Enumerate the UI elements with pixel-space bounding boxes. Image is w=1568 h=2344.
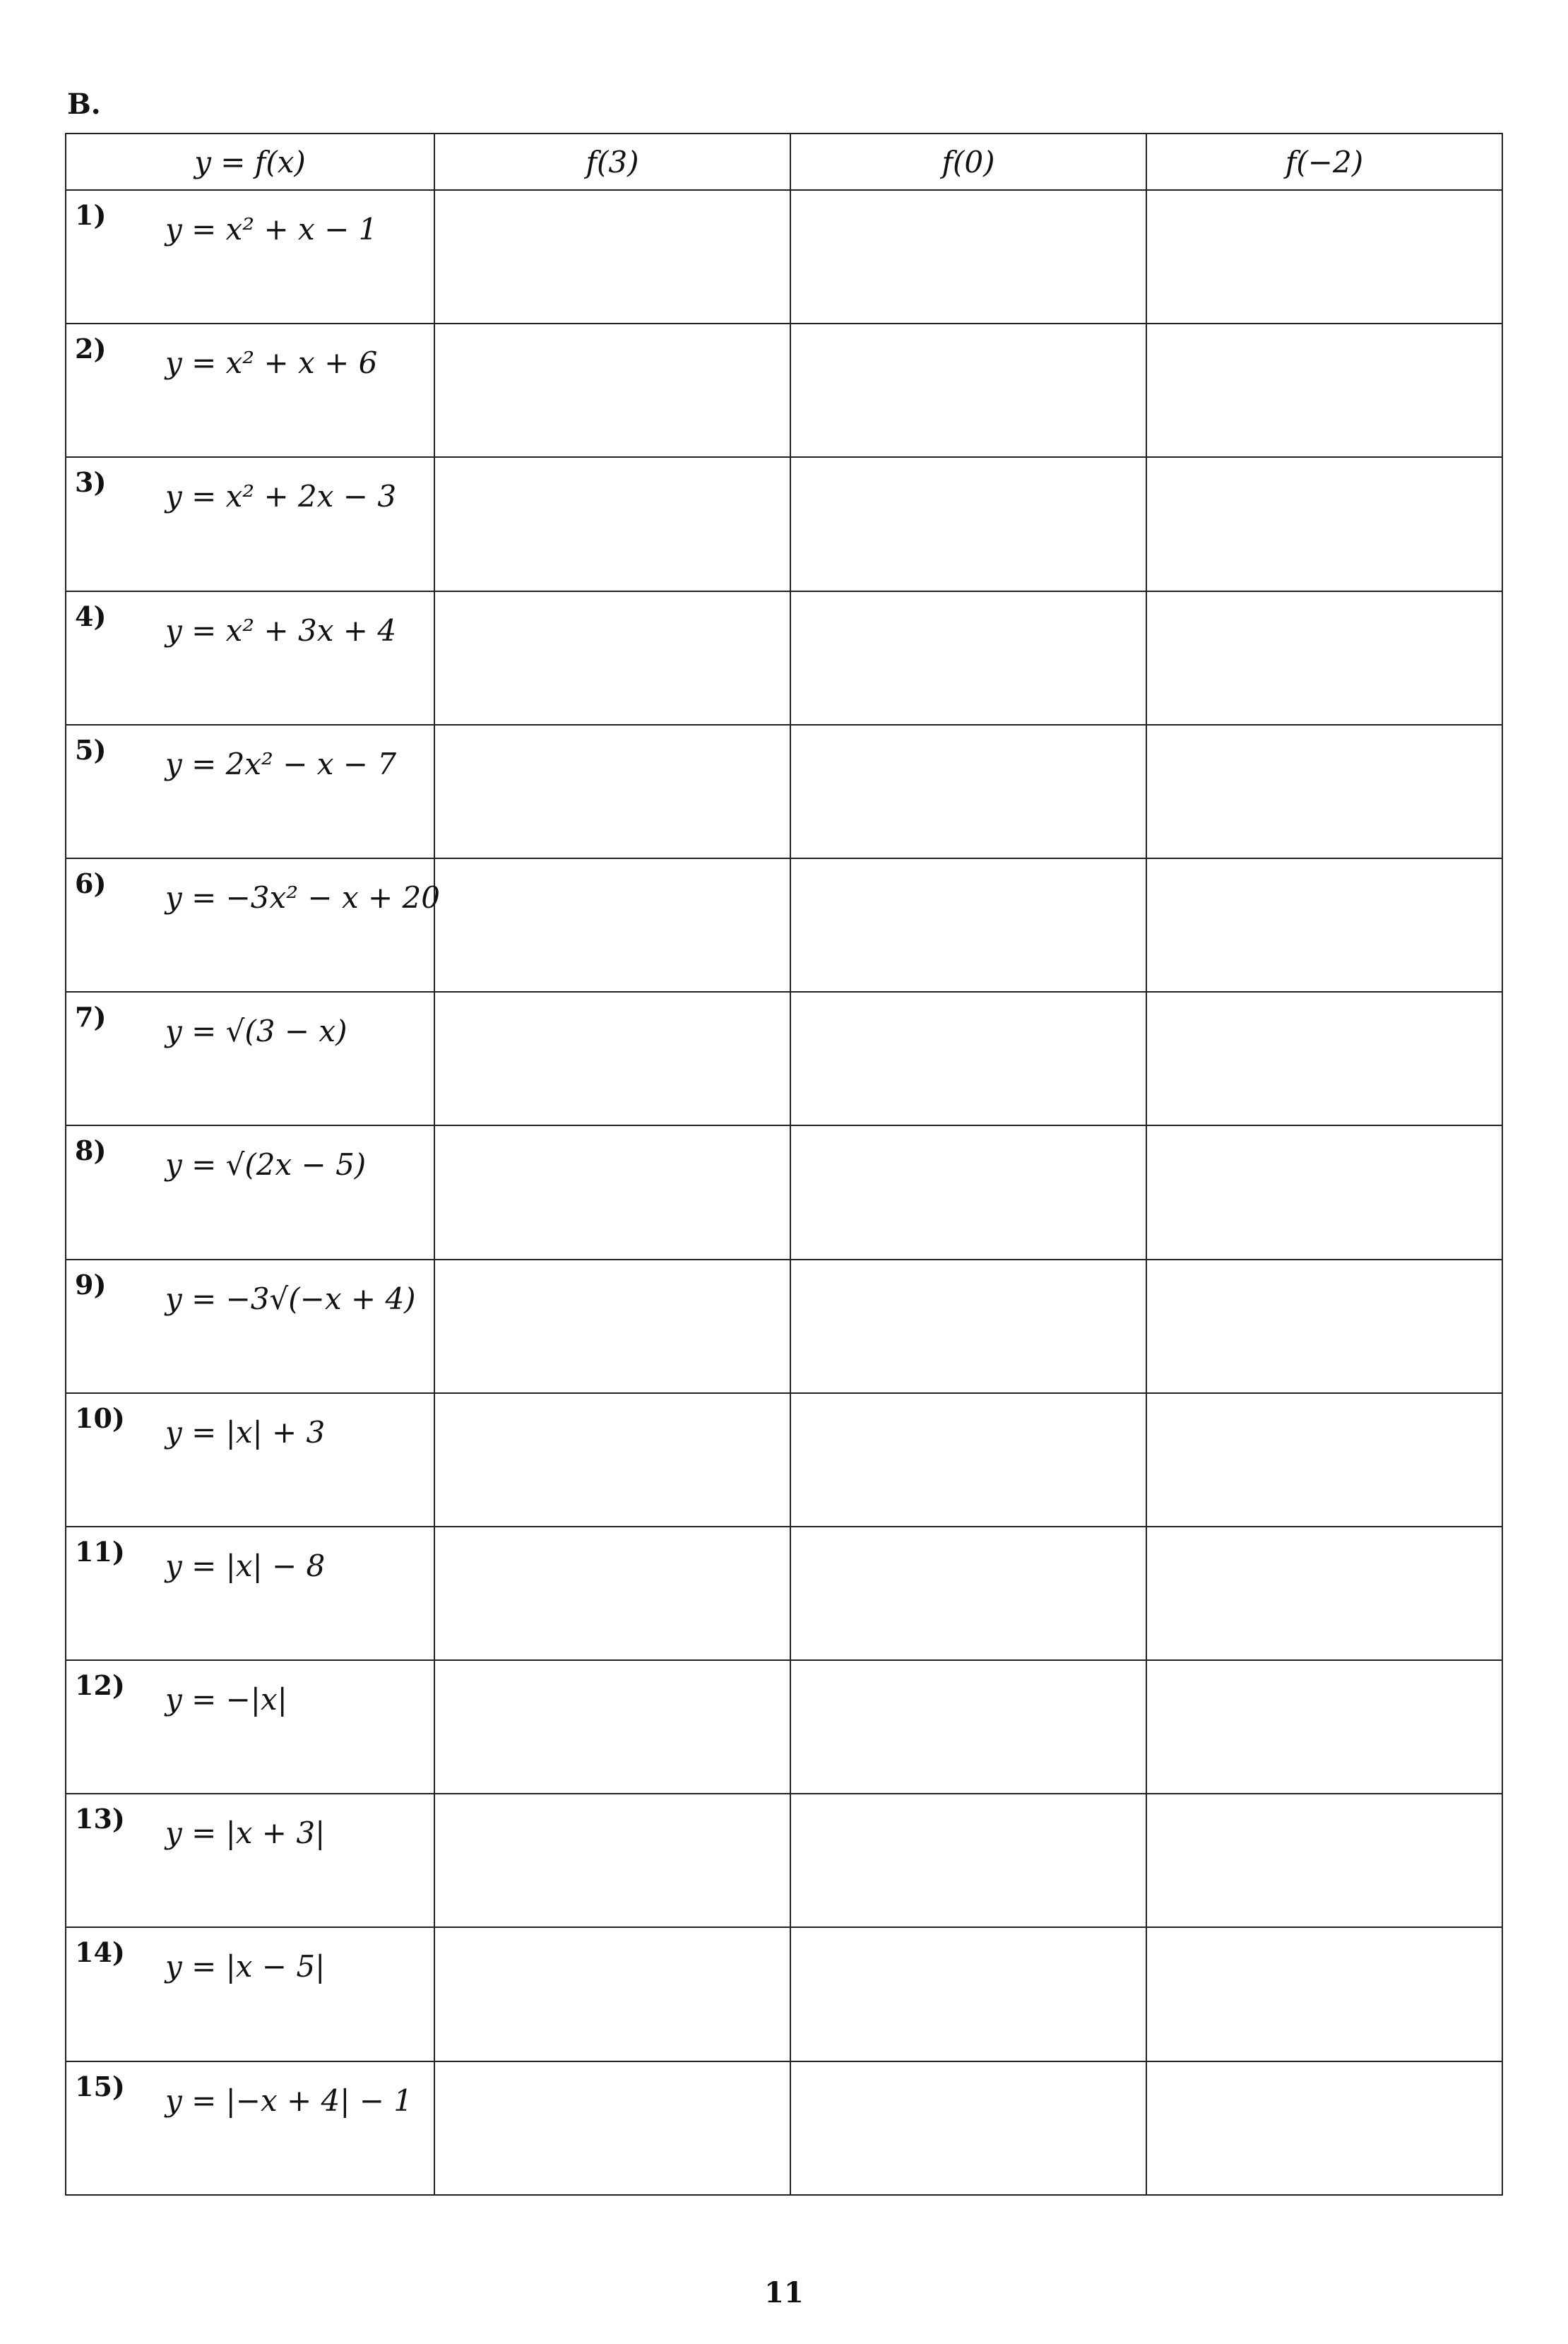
answer-f-of-minus-2[interactable] xyxy=(1146,992,1502,1125)
function-formula: y = √(2x − 5) xyxy=(165,1147,367,1183)
answer-f-of-3[interactable] xyxy=(434,1527,790,1660)
answer-f-of-0[interactable] xyxy=(790,725,1146,858)
answer-f-of-3[interactable] xyxy=(434,858,790,992)
answer-f-of-0[interactable] xyxy=(790,1794,1146,1927)
section-label: B. xyxy=(67,88,101,121)
function-formula: y = |x| + 3 xyxy=(165,1414,326,1450)
answer-f-of-3[interactable] xyxy=(434,725,790,858)
answer-f-of-0[interactable] xyxy=(790,858,1146,992)
function-cell xyxy=(66,1260,434,1393)
function-cell xyxy=(66,858,440,992)
row-number: 5) xyxy=(75,733,107,766)
answer-f-of-0[interactable] xyxy=(790,1125,1146,1259)
answer-f-of-3[interactable] xyxy=(434,992,790,1125)
answer-f-of-3[interactable] xyxy=(434,1125,790,1259)
answer-f-of-minus-2[interactable] xyxy=(1146,1125,1502,1259)
answer-f-of-0[interactable] xyxy=(790,591,1146,725)
row-number: 13) xyxy=(75,1803,125,1835)
row-number: 3) xyxy=(75,466,107,499)
function-formula: y = −3√(−x + 4) xyxy=(165,1281,416,1316)
page-number: 11 xyxy=(764,2276,804,2309)
answer-f-of-3[interactable] xyxy=(434,2061,790,2195)
answer-f-of-3[interactable] xyxy=(434,324,790,457)
function-formula: y = |−x + 4| − 1 xyxy=(165,2083,413,2118)
answer-f-of-0[interactable] xyxy=(790,1260,1146,1393)
answer-f-of-3[interactable] xyxy=(434,1927,790,2061)
row-number: 7) xyxy=(75,1001,107,1034)
table-row xyxy=(66,1125,1502,1259)
row-number: 1) xyxy=(75,199,107,231)
function-cell xyxy=(66,1927,434,2061)
answer-f-of-0[interactable] xyxy=(790,992,1146,1125)
answer-f-of-minus-2[interactable] xyxy=(1146,858,1502,992)
answer-f-of-0[interactable] xyxy=(790,324,1146,457)
table-row xyxy=(66,1260,1502,1393)
header-function: y = f(x) xyxy=(66,134,434,190)
row-number: 8) xyxy=(75,1135,107,1167)
row-number: 6) xyxy=(75,867,107,899)
function-cell xyxy=(66,725,434,858)
row-number: 4) xyxy=(75,600,107,632)
function-cell xyxy=(66,2061,434,2195)
table-row xyxy=(66,457,1502,591)
header-f-of-3: f(3) xyxy=(434,134,790,190)
answer-f-of-minus-2[interactable] xyxy=(1146,190,1502,324)
answer-f-of-minus-2[interactable] xyxy=(1146,457,1502,591)
function-formula: y = 2x² − x − 7 xyxy=(165,746,397,781)
row-number: 12) xyxy=(75,1669,125,1702)
function-cell xyxy=(66,457,434,591)
table-row xyxy=(66,1393,1502,1527)
answer-f-of-3[interactable] xyxy=(434,190,790,324)
function-cell xyxy=(66,1527,434,1660)
table-row xyxy=(66,1927,1502,2061)
answer-f-of-minus-2[interactable] xyxy=(1146,1927,1502,2061)
function-formula: y = −3x² − x + 20 xyxy=(165,880,440,915)
answer-f-of-3[interactable] xyxy=(434,1393,790,1527)
answer-f-of-minus-2[interactable] xyxy=(1146,324,1502,457)
answer-f-of-3[interactable] xyxy=(434,457,790,591)
answer-f-of-minus-2[interactable] xyxy=(1146,1660,1502,1794)
answer-f-of-minus-2[interactable] xyxy=(1146,2061,1502,2195)
table-row xyxy=(66,992,1502,1125)
answer-f-of-0[interactable] xyxy=(790,1660,1146,1794)
row-number: 2) xyxy=(75,333,107,365)
answer-f-of-0[interactable] xyxy=(790,1927,1146,2061)
table-row xyxy=(66,2061,1502,2195)
table-header-row xyxy=(66,134,1502,190)
answer-f-of-3[interactable] xyxy=(434,1794,790,1927)
function-cell xyxy=(66,1794,434,1927)
header-f-of-0: f(0) xyxy=(790,134,1146,190)
function-formula: y = |x + 3| xyxy=(165,1816,326,1851)
function-cell xyxy=(66,992,434,1125)
answer-f-of-0[interactable] xyxy=(790,2061,1146,2195)
answer-f-of-minus-2[interactable] xyxy=(1146,725,1502,858)
table-row xyxy=(66,591,1502,725)
table-row xyxy=(66,190,1502,324)
row-number: 14) xyxy=(75,1936,125,1969)
table-row xyxy=(66,324,1502,457)
table-row xyxy=(66,725,1502,858)
function-cell xyxy=(66,190,434,324)
function-formula: y = |x − 5| xyxy=(165,1949,326,1984)
answer-f-of-minus-2[interactable] xyxy=(1146,591,1502,725)
function-cell xyxy=(66,591,434,725)
function-cell xyxy=(66,324,434,457)
function-formula: y = x² + x − 1 xyxy=(165,212,378,247)
row-number: 9) xyxy=(75,1268,107,1301)
function-formula: y = x² + x + 6 xyxy=(165,345,378,381)
table-row xyxy=(66,1660,1502,1794)
answer-f-of-0[interactable] xyxy=(790,1527,1146,1660)
answer-f-of-0[interactable] xyxy=(790,1393,1146,1527)
answer-f-of-3[interactable] xyxy=(434,1260,790,1393)
answer-f-of-3[interactable] xyxy=(434,1660,790,1794)
function-formula: y = |x| − 8 xyxy=(165,1548,326,1583)
function-formula: y = x² + 2x − 3 xyxy=(165,479,397,514)
row-number: 10) xyxy=(75,1402,125,1434)
function-cell xyxy=(66,1125,434,1259)
function-cell xyxy=(66,1393,434,1527)
answer-f-of-3[interactable] xyxy=(434,591,790,725)
function-formula: y = √(3 − x) xyxy=(165,1014,348,1049)
answer-f-of-0[interactable] xyxy=(790,190,1146,324)
table-row xyxy=(66,858,1502,992)
table-row xyxy=(66,1527,1502,1660)
function-cell xyxy=(66,1660,434,1794)
answer-f-of-minus-2[interactable] xyxy=(1146,1527,1502,1660)
header-f-of-minus-2: f(−2) xyxy=(1146,134,1502,190)
row-number: 11) xyxy=(75,1535,125,1568)
row-number: 15) xyxy=(75,2070,125,2102)
answer-f-of-minus-2[interactable] xyxy=(1146,1260,1502,1393)
answer-f-of-minus-2[interactable] xyxy=(1146,1393,1502,1527)
answer-f-of-0[interactable] xyxy=(790,457,1146,591)
answer-f-of-minus-2[interactable] xyxy=(1146,1794,1502,1927)
table-row xyxy=(66,1794,1502,1927)
function-formula: y = −|x| xyxy=(165,1682,287,1717)
function-formula: y = x² + 3x + 4 xyxy=(165,612,397,648)
function-values-table xyxy=(65,133,1503,2196)
